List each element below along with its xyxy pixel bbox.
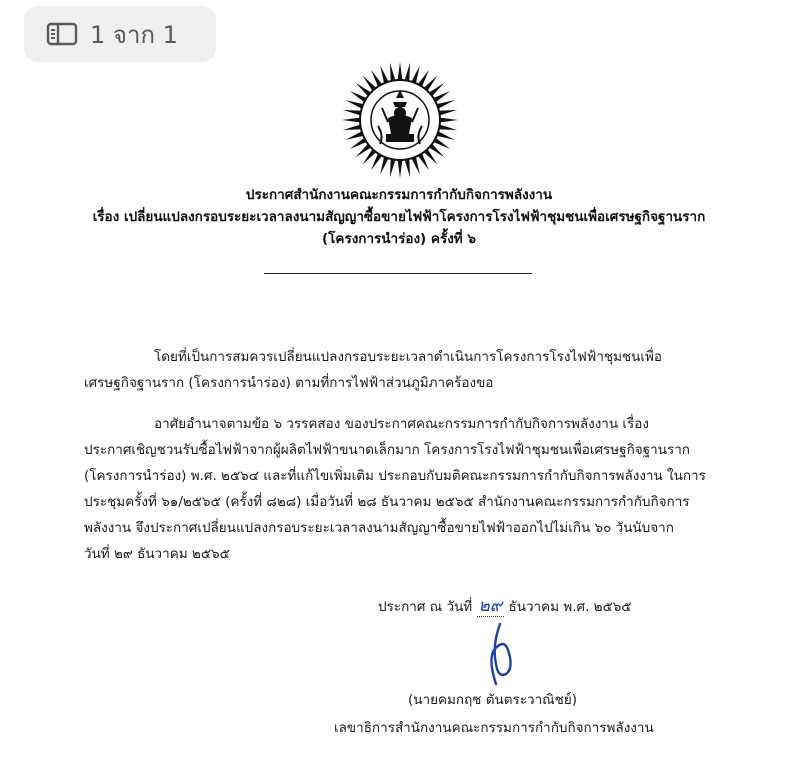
announce-day-handwritten: ๒๙	[478, 596, 503, 616]
paragraph-line: วันที่ ๒๙ ธันวาคม ๒๕๖๕	[84, 546, 230, 562]
page-indicator[interactable]	[24, 6, 216, 62]
paragraph-2	[84, 411, 720, 567]
announce-suffix: ธันวาคม พ.ศ. ๒๕๖๕	[508, 599, 632, 615]
paragraph-line: ประกาศเชิญชวนรับซื้อไฟฟ้าจากผู้ผลิตไฟฟ้าขนาดเล็กมาก โครงการโรงไฟฟ้าชุมชนเพื่อเศรษฐกิจฐานราก	[84, 442, 690, 458]
paragraph-line: พลังงาน จึงประกาศเปลี่ยนแปลงกรอบระยะเวลาลงนามสัญญาซื้อขายไฟฟ้าออกไปไม่เกิน ๖๐ วันนับจาก	[84, 520, 674, 536]
announce-prefix: ประกาศ ณ วันที่	[378, 599, 473, 615]
erc-emblem-icon	[338, 56, 462, 180]
signer-name: (นายคมกฤช ตันตระวาณิชย์)	[408, 692, 578, 708]
document-title	[60, 184, 738, 250]
title-divider	[264, 273, 532, 274]
announce-date	[378, 592, 632, 619]
sidebar-panel-icon	[46, 22, 78, 46]
paragraph-line: (โครงการนำร่อง) พ.ศ. ๒๕๖๔ และที่แก้ไขเพิ่มเติม ประกอบกับมติคณะกรรมการกำกับกิจการพลังงาน ในการ	[84, 468, 706, 484]
paragraph-line: ประชุมครั้งที่ ๖๑/๒๕๖๕ (ครั้งที่ ๘๒๘) เมื่อวันที่ ๒๘ ธันวาคม ๒๕๖๕ สำนักงานคณะกรรมการกำกับกิจการ	[84, 494, 690, 510]
title-line: (โครงการนำร่อง) ครั้งที่ ๖	[322, 231, 476, 247]
title-line: เรื่อง เปลี่ยนแปลงกรอบระยะเวลาลงนามสัญญาซื้อขายไฟฟ้าโครงการโรงไฟฟ้าชุมชนเพื่อเศรษฐกิจฐานราก	[92, 209, 706, 225]
paragraph-line: เศรษฐกิจฐานราก (โครงการนำร่อง) ตามที่การไฟฟ้าส่วนภูมิภาคร้องขอ	[84, 375, 494, 391]
title-line: ประกาศสำนักงานคณะกรรมการกำกับกิจการพลังงาน	[245, 187, 553, 203]
paragraph-line: โดยที่เป็นการสมควรเปลี่ยนแปลงกรอบระยะเวลาดำเนินการโครงการโรงไฟฟ้าชุมชนเพื่อ	[154, 349, 662, 365]
page-indicator-text: 1 จาก 1	[90, 20, 178, 49]
handwritten-signature	[470, 618, 530, 688]
paragraph-1	[84, 344, 720, 396]
signer-title: เลขาธิการสำนักงานคณะกรรมการกำกับกิจการพลังงาน	[334, 720, 654, 736]
paragraph-line: อาศัยอำนาจตามข้อ ๖ วรรคสอง ของประกาศคณะกรรมการกำกับกิจการพลังงาน เรื่อง	[154, 416, 649, 432]
